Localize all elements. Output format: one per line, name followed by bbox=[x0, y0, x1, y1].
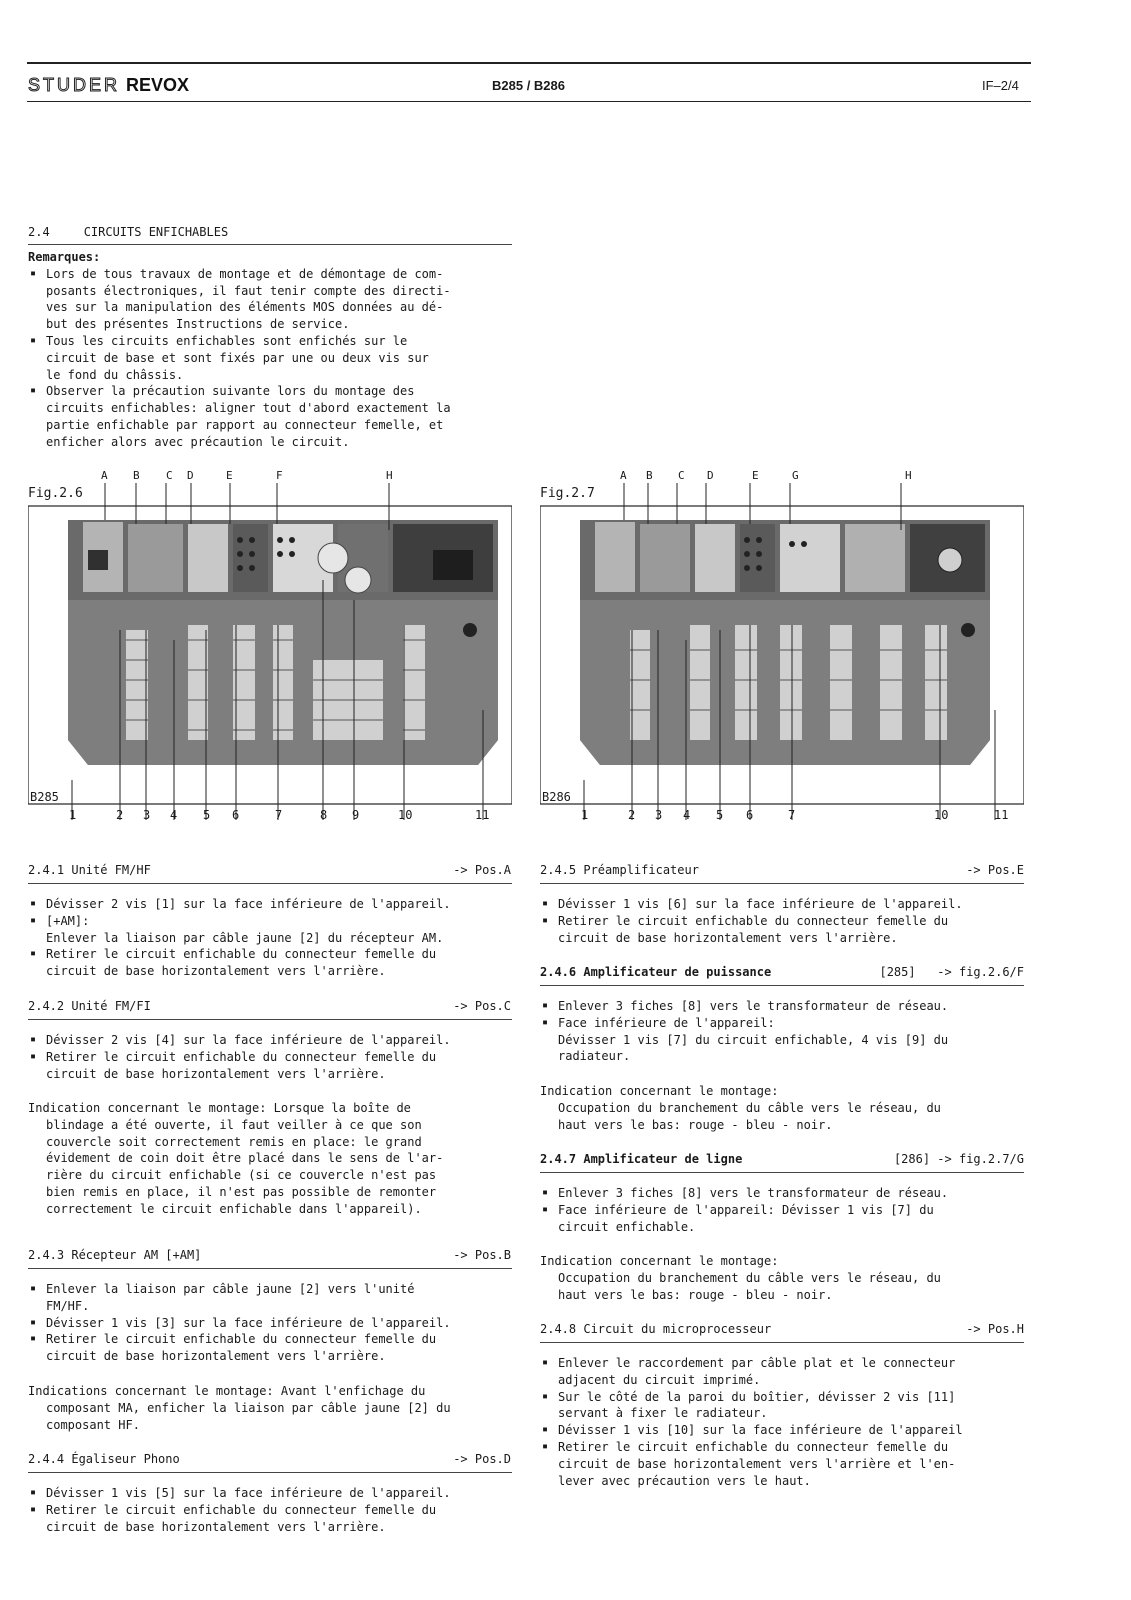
fig27-label: Fig.2.7 bbox=[540, 486, 595, 501]
header-model: B285 / B286 bbox=[492, 78, 565, 93]
section-2-4-1 bbox=[28, 862, 511, 879]
s241-title: 2.4.1 Unité FM/HF bbox=[28, 863, 151, 877]
s246-rule bbox=[540, 985, 1024, 986]
fig26-num-2: 2 bbox=[116, 808, 124, 822]
section-title: CIRCUITS ENFICHABLES bbox=[83, 225, 229, 239]
s244-rule bbox=[28, 1472, 512, 1473]
s248-rule bbox=[540, 1342, 1024, 1343]
s243-title: 2.4.3 Récepteur AM [+AM] bbox=[28, 1248, 202, 1262]
section-2-4-5 bbox=[540, 862, 1024, 879]
s247-note: Indication concernant le montage: Occupation du branchement du câble vers le réseau, du haut vers le bas: rouge - bleu - noir. bbox=[540, 1254, 941, 1302]
s241-pos: -> Pos.A bbox=[453, 863, 511, 877]
s243-rule bbox=[28, 1268, 512, 1269]
fig26-num-11: 11 bbox=[475, 808, 490, 822]
remarks-label: Remarques: bbox=[28, 250, 101, 264]
fig26-photo bbox=[28, 480, 512, 820]
brand-studer: STUDER bbox=[28, 75, 121, 95]
fig26-letter-e: E bbox=[226, 469, 233, 482]
fig27-num-5: 5 bbox=[716, 808, 724, 822]
s241-rule bbox=[28, 883, 512, 884]
s242-rule bbox=[28, 1019, 512, 1020]
s246-body: ▪ Enlever 3 fiches [8] vers le transformateur de réseau. ▪ Face inférieure de l'appareil: Dévisser 1 vis [7] du circuit enfichable, 4 vis [9] du radiateur. bbox=[540, 998, 948, 1065]
header-page-ref: IF–2/4 bbox=[982, 78, 1019, 93]
fig27-num-3: 3 bbox=[655, 808, 663, 822]
s248-pos: -> Pos.H bbox=[966, 1322, 1024, 1336]
fig27-num-10: 10 bbox=[934, 808, 949, 822]
fig27-letter-a: A bbox=[620, 469, 627, 482]
fig27-letter-h: H bbox=[905, 469, 912, 482]
fig26-letter-c: C bbox=[166, 469, 173, 482]
fig26-num-3: 3 bbox=[143, 808, 151, 822]
fig27-num-6: 6 bbox=[746, 808, 754, 822]
s245-rule bbox=[540, 883, 1024, 884]
fig27-model: B286 bbox=[542, 790, 571, 804]
s246-pos: -> fig.2.6/F bbox=[937, 965, 1024, 979]
fig27-num-2: 2 bbox=[628, 808, 636, 822]
fig26-model: B285 bbox=[30, 790, 59, 804]
s246-title: 2.4.6 Amplificateur de puissance bbox=[540, 965, 772, 979]
s242-note: Indication concernant le montage: Lorsque la boîte de blindage a été ouverte, il faut veiller à ce que son couvercle soit correctement remis en place: le grand évidement de coin doit être placé dans le sens de l'ar- rière du circuit enfichable (si ce couvercle n'est pas bien remis en place, il n'est pas possible de remonter correctement le circuit enfichable dans l'appareil). bbox=[28, 1101, 444, 1216]
s247-rule bbox=[540, 1172, 1024, 1173]
section-number: 2.4 bbox=[28, 225, 50, 239]
section-2-4-7 bbox=[540, 1151, 1024, 1168]
remark-item-2: ▪ Tous les circuits enfichables sont enfichés sur le circuit de base et sont fixés par une ou deux vis sur le fond du châssis. bbox=[28, 333, 451, 383]
fig26-letter-f: F bbox=[276, 469, 283, 482]
fig26-num-4: 4 bbox=[170, 808, 178, 822]
section-rule bbox=[28, 244, 512, 245]
section-2-4-8 bbox=[540, 1321, 1024, 1338]
remark-item-3: ▪ Observer la précaution suivante lors du montage des circuits enfichables: aligner tout d'abord exactement la partie enfichable par rapport au connecteur femelle, et enficher alors avec précaution le circuit. bbox=[28, 383, 451, 450]
fig26-num-5: 5 bbox=[203, 808, 211, 822]
header-rule-top bbox=[27, 62, 1031, 64]
fig26-letter-h: H bbox=[386, 469, 393, 482]
section-2-4-heading bbox=[28, 224, 228, 241]
fig26-num-1: 1 bbox=[69, 808, 77, 822]
remarks-block bbox=[28, 249, 451, 451]
fig26-num-6: 6 bbox=[232, 808, 240, 822]
s245-pos: -> Pos.E bbox=[966, 863, 1024, 877]
fig27-letter-e: E bbox=[752, 469, 759, 482]
fig26-num-9: 9 bbox=[352, 808, 360, 822]
fig27-letter-c: C bbox=[678, 469, 685, 482]
fig27-letter-d: D bbox=[707, 469, 714, 482]
s242-body: ▪ Dévisser 2 vis [4] sur la face inférieure de l'appareil. ▪ Retirer le circuit enfichable du connecteur femelle du circuit de base horizontalement vers l'arrière. bbox=[28, 1032, 451, 1082]
fig27-num-1: 1 bbox=[581, 808, 589, 822]
s247-tag: [286] bbox=[893, 1152, 931, 1166]
s246-note: Indication concernant le montage: Occupation du branchement du câble vers le réseau, du haut vers le bas: rouge - bleu - noir. bbox=[540, 1084, 941, 1132]
fig26-label: Fig.2.6 bbox=[28, 486, 83, 501]
s246-tag: [285] bbox=[879, 965, 916, 979]
s248-title: 2.4.8 Circuit du microprocesseur bbox=[540, 1322, 772, 1336]
s243-note: Indications concernant le montage: Avant l'enfichage du composant MA, enficher la liaison par câble jaune [2] du composant HF. bbox=[28, 1384, 451, 1432]
s241-body: ▪ Dévisser 2 vis [1] sur la face inférieure de l'appareil. ▪ [+AM]: Enlever la liaison par câble jaune [2] du récepteur AM. ▪ Retirer le circuit enfichable du connecteur femelle du circuit de base horizontalement vers l'arrière. bbox=[28, 896, 451, 980]
fig27-num-4: 4 bbox=[683, 808, 691, 822]
fig27-photo bbox=[540, 480, 1024, 820]
fig27-num-7: 7 bbox=[788, 808, 796, 822]
s248-body: ▪ Enlever le raccordement par câble plat et le connecteur adjacent du circuit imprimé. ▪ Sur le côté de la paroi du boîtier, dévisser 2 vis [11] servant à fixer le radiateur. ▪ Dévisser 1 vis [10] sur la face inférieure de l'appareil ▪ Retirer le circuit enfichable du connecteur femelle du circuit de base horizontalement vers l'arrière et l'en- lever avec précaution vers le haut. bbox=[540, 1355, 963, 1489]
s243-body: ▪ Enlever la liaison par câble jaune [2] vers l'unité FM/HF. ▪ Dévisser 1 vis [3] sur la face inférieure de l'appareil. ▪ Retirer le circuit enfichable du connecteur femelle du circuit de base horizontalement vers l'arrière. bbox=[28, 1281, 451, 1365]
remark-item-1: ▪ Lors de tous travaux de montage et de démontage de com- posants électroniques, il faut tenir compte des directi- ves sur la manipulation des éléments MOS données au dé- but des présentes Instructions de service. bbox=[28, 266, 451, 333]
s247-pos: -> fig.2.7/G bbox=[937, 1152, 1024, 1166]
s247-body: ▪ Enlever 3 fiches [8] vers le transformateur de réseau. ▪ Face inférieure de l'appareil: Dévisser 1 vis [7] du circuit enfichable. bbox=[540, 1185, 948, 1235]
brand-logo bbox=[28, 75, 189, 96]
s247-title: 2.4.7 Amplificateur de ligne bbox=[540, 1152, 743, 1166]
s244-pos: -> Pos.D bbox=[453, 1452, 511, 1466]
s244-title: 2.4.4 Égaliseur Phono bbox=[28, 1452, 180, 1466]
brand-revox: REVOX bbox=[126, 75, 190, 95]
fig27-letter-b: B bbox=[646, 469, 653, 482]
fig26-letter-d: D bbox=[187, 469, 194, 482]
fig27-num-11: 11 bbox=[994, 808, 1009, 822]
s245-title: 2.4.5 Préamplificateur bbox=[540, 863, 699, 877]
s244-body: ▪ Dévisser 1 vis [5] sur la face inférieure de l'appareil. ▪ Retirer le circuit enfichable du connecteur femelle du circuit de base horizontalement vers l'arrière. bbox=[28, 1485, 451, 1535]
s242-pos: -> Pos.C bbox=[453, 999, 511, 1013]
section-2-4-3 bbox=[28, 1247, 511, 1264]
s242-title: 2.4.2 Unité FM/FI bbox=[28, 999, 151, 1013]
section-2-4-2 bbox=[28, 998, 511, 1015]
fig26-letter-b: B bbox=[133, 469, 140, 482]
fig26-num-8: 8 bbox=[320, 808, 328, 822]
section-2-4-4 bbox=[28, 1451, 511, 1468]
section-2-4-6 bbox=[540, 964, 1024, 981]
fig26-letter-a: A bbox=[101, 469, 108, 482]
header-rule-bottom bbox=[27, 101, 1031, 102]
fig27-letter-g: G bbox=[792, 469, 799, 482]
fig26-num-10: 10 bbox=[398, 808, 413, 822]
fig26-num-7: 7 bbox=[275, 808, 283, 822]
s243-pos: -> Pos.B bbox=[453, 1248, 511, 1262]
s245-body: ▪ Dévisser 1 vis [6] sur la face inférieure de l'appareil. ▪ Retirer le circuit enfichable du connecteur femelle du circuit de base horizontalement vers l'arrière. bbox=[540, 896, 963, 946]
